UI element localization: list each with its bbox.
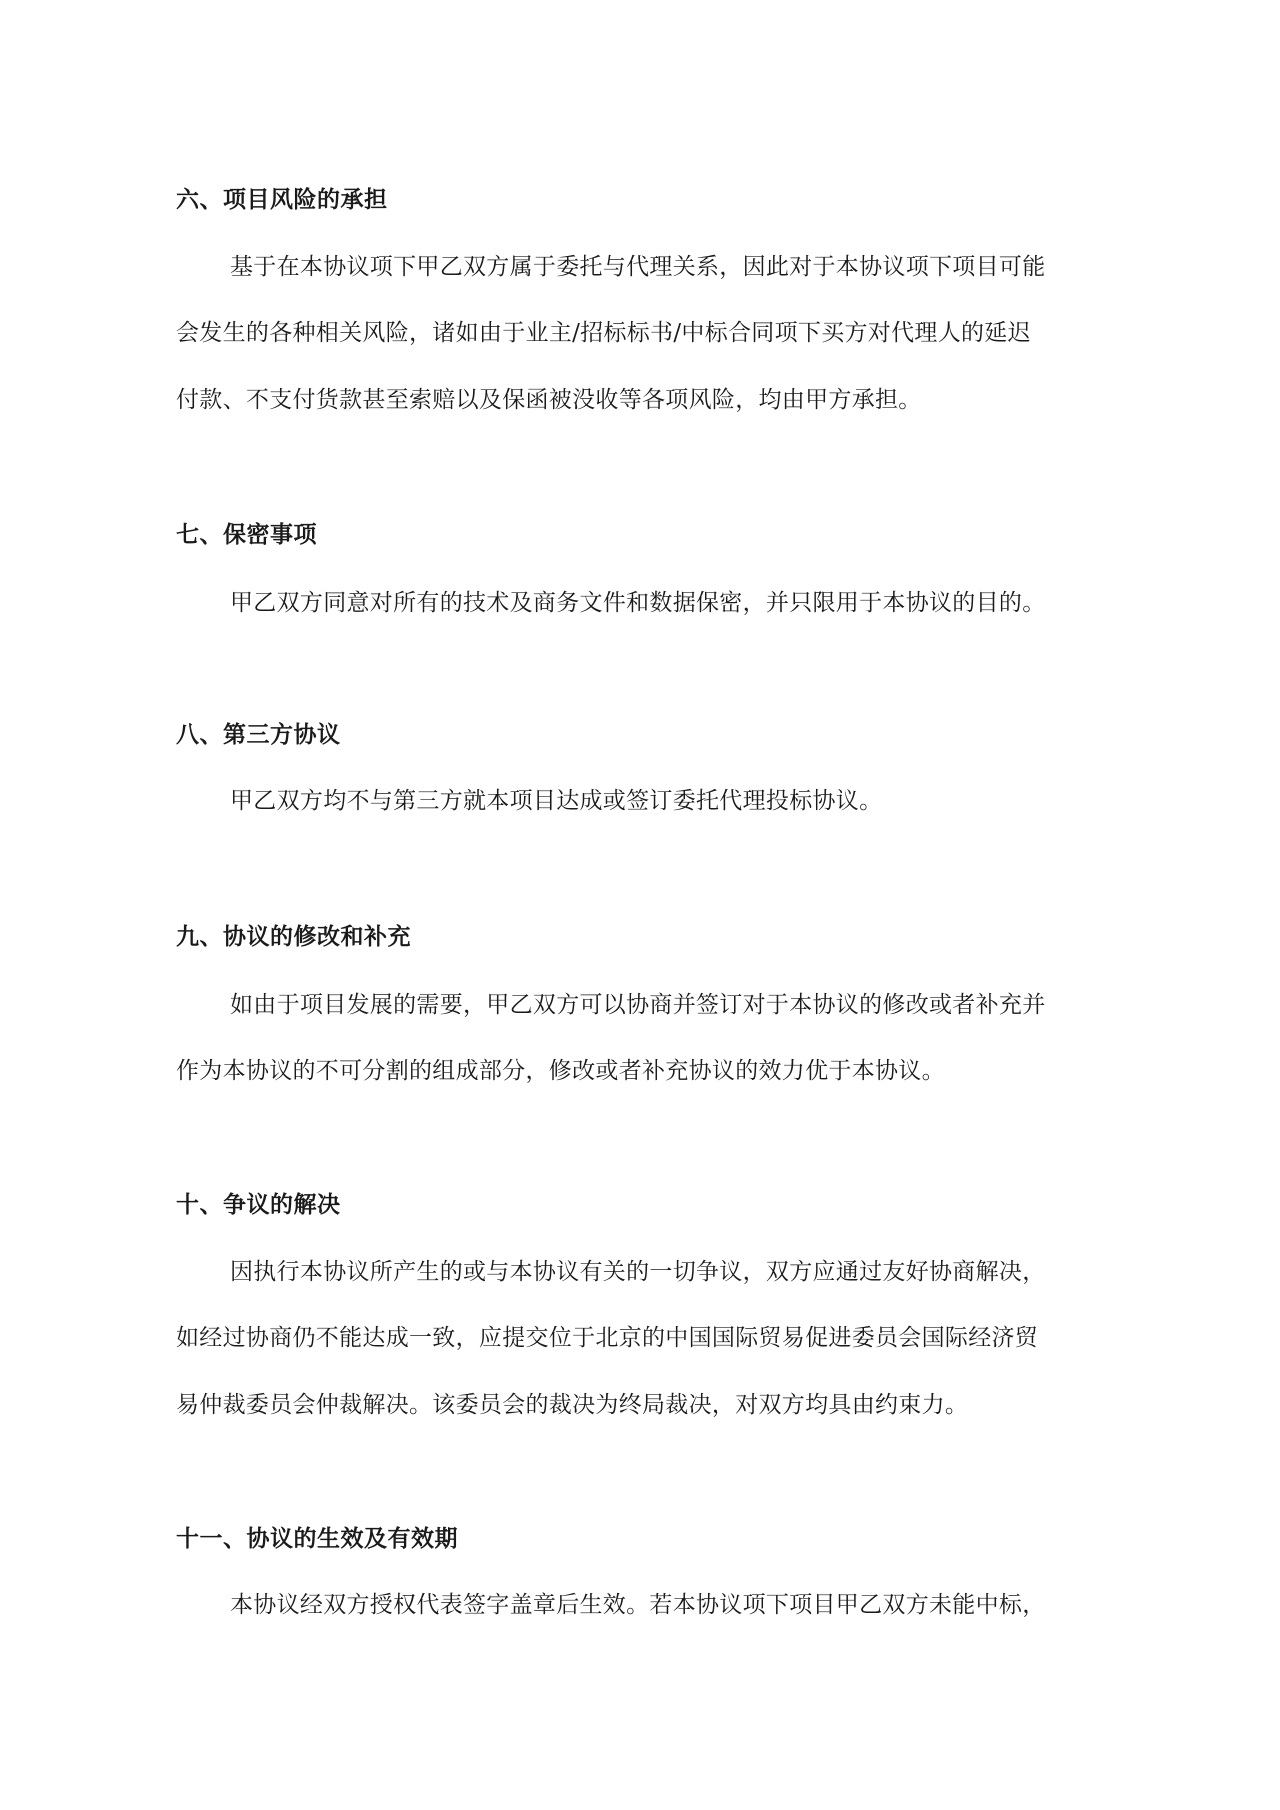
paragraph-line: 作为本协议的不可分割的组成部分，修改或者补充协议的效力优于本协议。 <box>176 1058 945 1084</box>
paragraph-line: 会发生的各种相关风险，诸如由于业主/招标标书/中标合同项下买方对代理人的延迟 <box>176 320 1031 346</box>
paragraph-line: 因执行本协议所产生的或与本协议有关的一切争议，双方应通过友好协商解决， <box>230 1259 1046 1285</box>
paragraph-line: 本协议经双方授权代表签字盖章后生效。若本协议项下项目甲乙双方未能中标， <box>230 1592 1046 1618</box>
section-heading-risk: 六、项目风险的承担 <box>176 186 388 213</box>
section-heading-amendment: 九、协议的修改和补充 <box>176 923 411 950</box>
section-heading-third-party: 八、第三方协议 <box>176 721 341 748</box>
paragraph-line: 付款、不支付货款甚至索赔以及保函被没收等各项风险，均由甲方承担。 <box>176 387 922 413</box>
paragraph-line: 甲乙双方同意对所有的技术及商务文件和数据保密，并只限用于本协议的目的。 <box>230 590 1046 616</box>
section-heading-dispute: 十、争议的解决 <box>176 1191 341 1218</box>
paragraph-line: 易仲裁委员会仲裁解决。该委员会的裁决为终局裁决，对双方均具由约束力。 <box>176 1392 969 1418</box>
section-heading-effectiveness: 十一、协议的生效及有效期 <box>176 1525 458 1552</box>
section-heading-confidentiality: 七、保密事项 <box>176 521 317 548</box>
paragraph-line: 如由于项目发展的需要，甲乙双方可以协商并签订对于本协议的修改或者补充并 <box>230 992 1046 1018</box>
paragraph-line: 甲乙双方均不与第三方就本项目达成或签订委托代理投标协议。 <box>230 788 883 814</box>
paragraph-line: 如经过协商仍不能达成一致，应提交位于北京的中国国际贸易促进委员会国际经济贸 <box>176 1325 1039 1351</box>
paragraph-line: 基于在本协议项下甲乙双方属于委托与代理关系，因此对于本协议项下项目可能 <box>230 254 1046 280</box>
